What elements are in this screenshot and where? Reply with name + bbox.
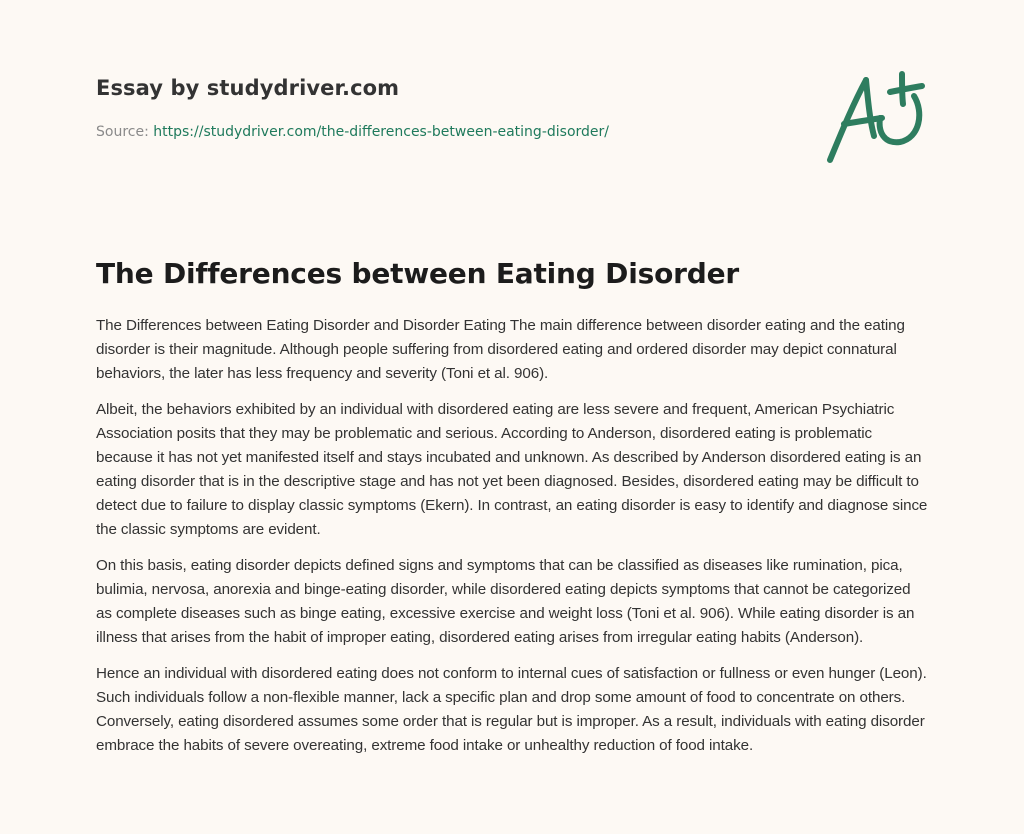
essay-paragraph: Albeit, the behaviors exhibited by an individual with disordered eating are less severe and frequent, American Psychiatric Association posits that they may be problematic and serious. According to Anderson, disordered eating is problematic because it has not yet manifested itself and stays incubated and unknown. As described by Anderson disordered eating is an eating disorder that is in the descriptive stage and has not yet been diagnosed. Besides, disordered eating may be difficult to detect due to failure to display classic symptoms (Ekern). In contrast, an eating disorder is easy to identify and diagnose since the classic symptoms are evident.: [96, 401, 928, 538]
a-plus-grade-icon: [822, 66, 928, 166]
essay-paragraph: The Differences between Eating Disorder and Disorder Eating The main difference between disorder eating and the eating disorder is their magnitude. Although people suffering from disordered eating and ordered disorder may depict connatural behaviors, the later has less frequency and severity (Toni et al. 906).: [96, 317, 905, 382]
source-link[interactable]: https://studydriver.com/the-differences-between-eating-disorder/: [153, 124, 609, 140]
essay-title: The Differences between Eating Disorder: [96, 257, 739, 290]
source-line: [96, 124, 609, 140]
source-label: Source:: [96, 124, 149, 140]
page-header: [96, 0, 936, 200]
essay-article: [96, 254, 928, 770]
brand-title: Essay by studydriver.com: [96, 76, 400, 100]
essay-paragraph: On this basis, eating disorder depicts defined signs and symptoms that can be classified as diseases like rumination, pica, bulimia, nervosa, anorexia and binge-eating disorder, while disordered eating depicts symptoms that cannot be categorized as complete diseases such as binge eating, excessive exercise and weight loss (Toni et al. 906). While eating disorder is an illness that arises from the habit of improper eating, disordered eating arises from irregular eating habits (Anderson).: [96, 557, 915, 646]
essay-paragraph: Hence an individual with disordered eating does not conform to internal cues of satisfaction or fullness or even hunger (Leon). Such individuals follow a non-flexible manner, lack a specific plan and drop some amount of food to concentrate on others. Conversely, eating disordered assumes some order that is regular but is improper. As a result, individuals with eating disorder embrace the habits of severe overeating, extreme food intake or unhealthy reduction of food intake.: [96, 665, 927, 754]
